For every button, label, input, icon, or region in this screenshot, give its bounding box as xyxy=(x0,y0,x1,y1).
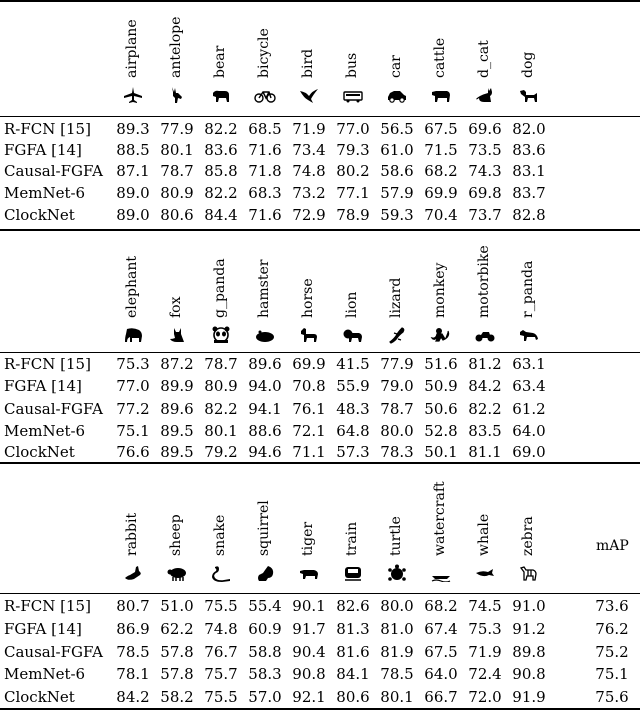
table-cell: 89.5 xyxy=(160,422,194,440)
table-cell: 81.6 xyxy=(336,643,370,661)
table-cell: 69.8 xyxy=(468,184,502,202)
table-cell: 68.2 xyxy=(424,162,458,180)
class-header: r_panda xyxy=(520,260,536,318)
table-cell: 48.3 xyxy=(336,400,370,418)
class-header: antelope xyxy=(168,16,184,78)
table-cell: 91.2 xyxy=(512,620,546,638)
table-cell: 69.6 xyxy=(468,120,502,138)
table-cell: 94.1 xyxy=(248,400,282,418)
row-label: MemNet-6 xyxy=(4,184,86,202)
watercraft-icon xyxy=(430,564,452,582)
table-cell: 67.5 xyxy=(424,120,458,138)
table-cell: 77.0 xyxy=(336,120,370,138)
table-cell: 74.5 xyxy=(468,597,502,615)
class-header: airplane xyxy=(124,19,140,78)
elephant-icon xyxy=(122,326,144,344)
row-label: Causal-FGFA xyxy=(4,162,103,180)
table-cell: 78.7 xyxy=(380,400,414,418)
table-cell: 88.5 xyxy=(116,141,150,159)
table-cell: 89.9 xyxy=(160,377,194,395)
hamster-icon xyxy=(254,326,276,344)
train-icon xyxy=(342,564,364,582)
table-cell: 81.3 xyxy=(336,620,370,638)
class-header: bicycle xyxy=(256,28,272,78)
table-cell: 64.0 xyxy=(512,422,546,440)
table-cell: 91.0 xyxy=(512,597,546,615)
class-header: bird xyxy=(300,48,316,78)
table-cell: 68.2 xyxy=(424,597,458,615)
dog-icon xyxy=(518,86,540,104)
table-cell: 78.7 xyxy=(204,355,238,373)
table-cell: 50.6 xyxy=(424,400,458,418)
table-cell: 80.0 xyxy=(380,422,414,440)
car-icon xyxy=(386,86,408,104)
table-cell: 92.1 xyxy=(292,688,326,706)
class-header: hamster xyxy=(256,259,272,318)
row-label: FGFA [14] xyxy=(4,377,82,395)
table-cell: 82.2 xyxy=(204,120,238,138)
table-cell: 76.1 xyxy=(292,400,326,418)
table-cell: 67.5 xyxy=(424,643,458,661)
table-cell: 63.4 xyxy=(512,377,546,395)
turtle-icon xyxy=(386,564,408,582)
table-cell: 61.0 xyxy=(380,141,414,159)
table-cell: 80.1 xyxy=(204,422,238,440)
table-cell: 81.2 xyxy=(468,355,502,373)
table-cell: 81.1 xyxy=(468,443,502,461)
class-header: motorbike xyxy=(476,245,492,318)
class-header: cattle xyxy=(432,37,448,78)
table-cell: 80.1 xyxy=(160,141,194,159)
lion-icon xyxy=(342,326,364,344)
table-cell: 66.7 xyxy=(424,688,458,706)
table-cell: 78.7 xyxy=(160,162,194,180)
bird-icon xyxy=(298,86,320,104)
table-cell: 82.2 xyxy=(468,400,502,418)
table-cell: 75.5 xyxy=(204,688,238,706)
sheep-icon xyxy=(166,564,188,582)
table-cell: 73.5 xyxy=(468,141,502,159)
class-header: bear xyxy=(212,45,228,78)
table-cell: 90.8 xyxy=(512,665,546,683)
table-rule xyxy=(0,229,640,231)
table-cell: 68.5 xyxy=(248,120,282,138)
table-cell: 79.2 xyxy=(204,443,238,461)
table-cell: 61.2 xyxy=(512,400,546,418)
row-label: MemNet-6 xyxy=(4,665,86,683)
table-cell: 71.8 xyxy=(248,162,282,180)
table-cell: 84.1 xyxy=(336,665,370,683)
table-cell: 55.9 xyxy=(336,377,370,395)
table-cell: 75.1 xyxy=(116,422,150,440)
row-label: R-FCN [15] xyxy=(4,355,91,373)
table-cell: 78.9 xyxy=(336,206,370,224)
table-cell: 64.0 xyxy=(424,665,458,683)
table-cell: 59.3 xyxy=(380,206,414,224)
table-cell: 84.2 xyxy=(468,377,502,395)
table-cell: 71.9 xyxy=(292,120,326,138)
row-label: Causal-FGFA xyxy=(4,643,103,661)
table-cell: 77.1 xyxy=(336,184,370,202)
table-cell: 80.9 xyxy=(204,377,238,395)
horse-icon xyxy=(298,326,320,344)
table-cell: 74.8 xyxy=(292,162,326,180)
table-cell: 50.1 xyxy=(424,443,458,461)
table-cell: 71.9 xyxy=(468,643,502,661)
class-header: turtle xyxy=(388,516,404,556)
table-cell: 67.4 xyxy=(424,620,458,638)
table-cell: 70.8 xyxy=(292,377,326,395)
table-cell: 58.6 xyxy=(380,162,414,180)
class-header: whale xyxy=(476,513,492,556)
table-cell: 84.2 xyxy=(116,688,150,706)
table-cell: 50.9 xyxy=(424,377,458,395)
table-cell: 63.1 xyxy=(512,355,546,373)
class-header: sheep xyxy=(168,514,184,556)
red-panda-icon xyxy=(518,326,540,344)
class-header: lion xyxy=(344,291,360,318)
table-cell: 80.0 xyxy=(380,597,414,615)
table-cell: 75.3 xyxy=(116,355,150,373)
table-cell: 90.8 xyxy=(292,665,326,683)
table-cell: 57.0 xyxy=(248,688,282,706)
table-cell: 82.2 xyxy=(204,184,238,202)
table-cell: 94.6 xyxy=(248,443,282,461)
table-cell: 76.6 xyxy=(116,443,150,461)
table-cell: 83.5 xyxy=(468,422,502,440)
table-cell: 88.6 xyxy=(248,422,282,440)
class-header: dog xyxy=(520,51,536,78)
table-cell: 69.0 xyxy=(512,443,546,461)
table-cell: 76.2 xyxy=(595,620,629,638)
table-cell: 75.3 xyxy=(468,620,502,638)
whale-icon xyxy=(474,564,496,582)
class-header: d_cat xyxy=(476,40,492,78)
table-cell: 71.6 xyxy=(248,141,282,159)
table-cell: 87.2 xyxy=(160,355,194,373)
table-cell: 73.2 xyxy=(292,184,326,202)
table-cell: 78.5 xyxy=(380,665,414,683)
table-cell: 82.6 xyxy=(336,597,370,615)
table-cell: 79.0 xyxy=(380,377,414,395)
row-label: ClockNet xyxy=(4,443,75,461)
table-cell: 72.9 xyxy=(292,206,326,224)
table-cell: 83.1 xyxy=(512,162,546,180)
table-cell: 73.4 xyxy=(292,141,326,159)
table-cell: 80.7 xyxy=(116,597,150,615)
row-label: ClockNet xyxy=(4,206,75,224)
table-cell: 52.8 xyxy=(424,422,458,440)
panda-icon xyxy=(210,326,232,344)
row-label: FGFA [14] xyxy=(4,620,82,638)
table-cell: 80.2 xyxy=(336,162,370,180)
table-cell: 73.6 xyxy=(595,597,629,615)
snake-icon xyxy=(210,564,232,582)
table-cell: 82.0 xyxy=(512,120,546,138)
table-cell: 94.0 xyxy=(248,377,282,395)
table-cell: 89.6 xyxy=(248,355,282,373)
table-cell: 78.1 xyxy=(116,665,150,683)
class-header: watercraft xyxy=(432,481,448,556)
squirrel-icon xyxy=(254,564,276,582)
table-cell: 69.9 xyxy=(292,355,326,373)
table-cell: 75.7 xyxy=(204,665,238,683)
airplane-icon xyxy=(122,86,144,104)
table-cell: 71.6 xyxy=(248,206,282,224)
table-cell: 75.5 xyxy=(204,597,238,615)
table-cell: 75.6 xyxy=(595,688,629,706)
motorbike-icon xyxy=(474,326,496,344)
table-cell: 74.8 xyxy=(204,620,238,638)
table-cell: 90.1 xyxy=(292,597,326,615)
table-cell: 60.9 xyxy=(248,620,282,638)
table-cell: 89.0 xyxy=(116,206,150,224)
table-cell: 41.5 xyxy=(336,355,370,373)
table-cell: 69.9 xyxy=(424,184,458,202)
table-cell: 68.3 xyxy=(248,184,282,202)
table-cell: 83.7 xyxy=(512,184,546,202)
table-cell: 81.9 xyxy=(380,643,414,661)
bear-icon xyxy=(210,86,232,104)
table-cell: 74.3 xyxy=(468,162,502,180)
row-label: Causal-FGFA xyxy=(4,400,103,418)
class-header: rabbit xyxy=(124,512,140,556)
class-header: monkey xyxy=(432,262,448,318)
table-cell: 79.3 xyxy=(336,141,370,159)
bus-icon xyxy=(342,86,364,104)
rabbit-icon xyxy=(122,564,144,582)
table-cell: 70.4 xyxy=(424,206,458,224)
table-rule xyxy=(0,352,640,353)
tiger-icon xyxy=(298,564,320,582)
table-rule xyxy=(0,462,640,464)
table-cell: 71.1 xyxy=(292,443,326,461)
table-cell: 91.9 xyxy=(512,688,546,706)
table-cell: 89.6 xyxy=(160,400,194,418)
zebra-icon xyxy=(518,564,540,582)
table-rule xyxy=(0,593,640,594)
table-cell: 51.0 xyxy=(160,597,194,615)
table-cell: 57.9 xyxy=(380,184,414,202)
antelope-icon xyxy=(166,86,188,104)
table-cell: 76.7 xyxy=(204,643,238,661)
table-cell: 58.3 xyxy=(248,665,282,683)
table-cell: 89.8 xyxy=(512,643,546,661)
table-cell: 82.2 xyxy=(204,400,238,418)
table-cell: 58.2 xyxy=(160,688,194,706)
table-cell: 80.9 xyxy=(160,184,194,202)
table-cell: 78.3 xyxy=(380,443,414,461)
table-cell: 75.2 xyxy=(595,643,629,661)
table-cell: 83.6 xyxy=(204,141,238,159)
class-header: fox xyxy=(168,296,184,318)
table-cell: 83.6 xyxy=(512,141,546,159)
cattle-icon xyxy=(430,86,452,104)
table-cell: 57.3 xyxy=(336,443,370,461)
table-cell: 84.4 xyxy=(204,206,238,224)
table-cell: 91.7 xyxy=(292,620,326,638)
class-header: horse xyxy=(300,278,316,318)
table-cell: 89.3 xyxy=(116,120,150,138)
map-header: mAP xyxy=(596,538,629,554)
table-cell: 80.6 xyxy=(160,206,194,224)
table-cell: 56.5 xyxy=(380,120,414,138)
table-cell: 82.8 xyxy=(512,206,546,224)
table-cell: 77.2 xyxy=(116,400,150,418)
class-header: bus xyxy=(344,52,360,78)
table-cell: 71.5 xyxy=(424,141,458,159)
cat-icon xyxy=(474,86,496,104)
class-header: car xyxy=(388,55,404,78)
table-cell: 57.8 xyxy=(160,643,194,661)
table-cell: 89.5 xyxy=(160,443,194,461)
table-cell: 58.8 xyxy=(248,643,282,661)
monkey-icon xyxy=(430,326,452,344)
table-cell: 73.7 xyxy=(468,206,502,224)
row-label: FGFA [14] xyxy=(4,141,82,159)
row-label: ClockNet xyxy=(4,688,75,706)
class-header: lizard xyxy=(388,277,404,318)
table-cell: 72.4 xyxy=(468,665,502,683)
bicycle-icon xyxy=(254,86,276,104)
table-cell: 80.6 xyxy=(336,688,370,706)
table-cell: 51.6 xyxy=(424,355,458,373)
class-header: elephant xyxy=(124,255,140,318)
class-header: tiger xyxy=(300,521,316,556)
table-cell: 77.9 xyxy=(160,120,194,138)
table-cell: 78.5 xyxy=(116,643,150,661)
table-cell: 81.0 xyxy=(380,620,414,638)
table-cell: 62.2 xyxy=(160,620,194,638)
class-header: zebra xyxy=(520,516,536,556)
table-cell: 90.4 xyxy=(292,643,326,661)
table-cell: 72.1 xyxy=(292,422,326,440)
table-cell: 87.1 xyxy=(116,162,150,180)
class-header: squirrel xyxy=(256,500,272,556)
row-label: R-FCN [15] xyxy=(4,120,91,138)
table-cell: 55.4 xyxy=(248,597,282,615)
table-rule xyxy=(0,116,640,117)
fox-icon xyxy=(166,326,188,344)
class-header: snake xyxy=(212,514,228,556)
table-cell: 85.8 xyxy=(204,162,238,180)
table-cell: 72.0 xyxy=(468,688,502,706)
row-label: MemNet-6 xyxy=(4,422,86,440)
class-header: g_panda xyxy=(212,258,228,318)
lizard-icon xyxy=(386,326,408,344)
table-cell: 86.9 xyxy=(116,620,150,638)
row-label: R-FCN [15] xyxy=(4,597,91,615)
table-cell: 75.1 xyxy=(595,665,629,683)
table-cell: 64.8 xyxy=(336,422,370,440)
class-header: train xyxy=(344,521,360,556)
table-cell: 77.9 xyxy=(380,355,414,373)
table-cell: 89.0 xyxy=(116,184,150,202)
table-cell: 80.1 xyxy=(380,688,414,706)
table-cell: 57.8 xyxy=(160,665,194,683)
table-rule xyxy=(0,0,640,2)
table-cell: 77.0 xyxy=(116,377,150,395)
